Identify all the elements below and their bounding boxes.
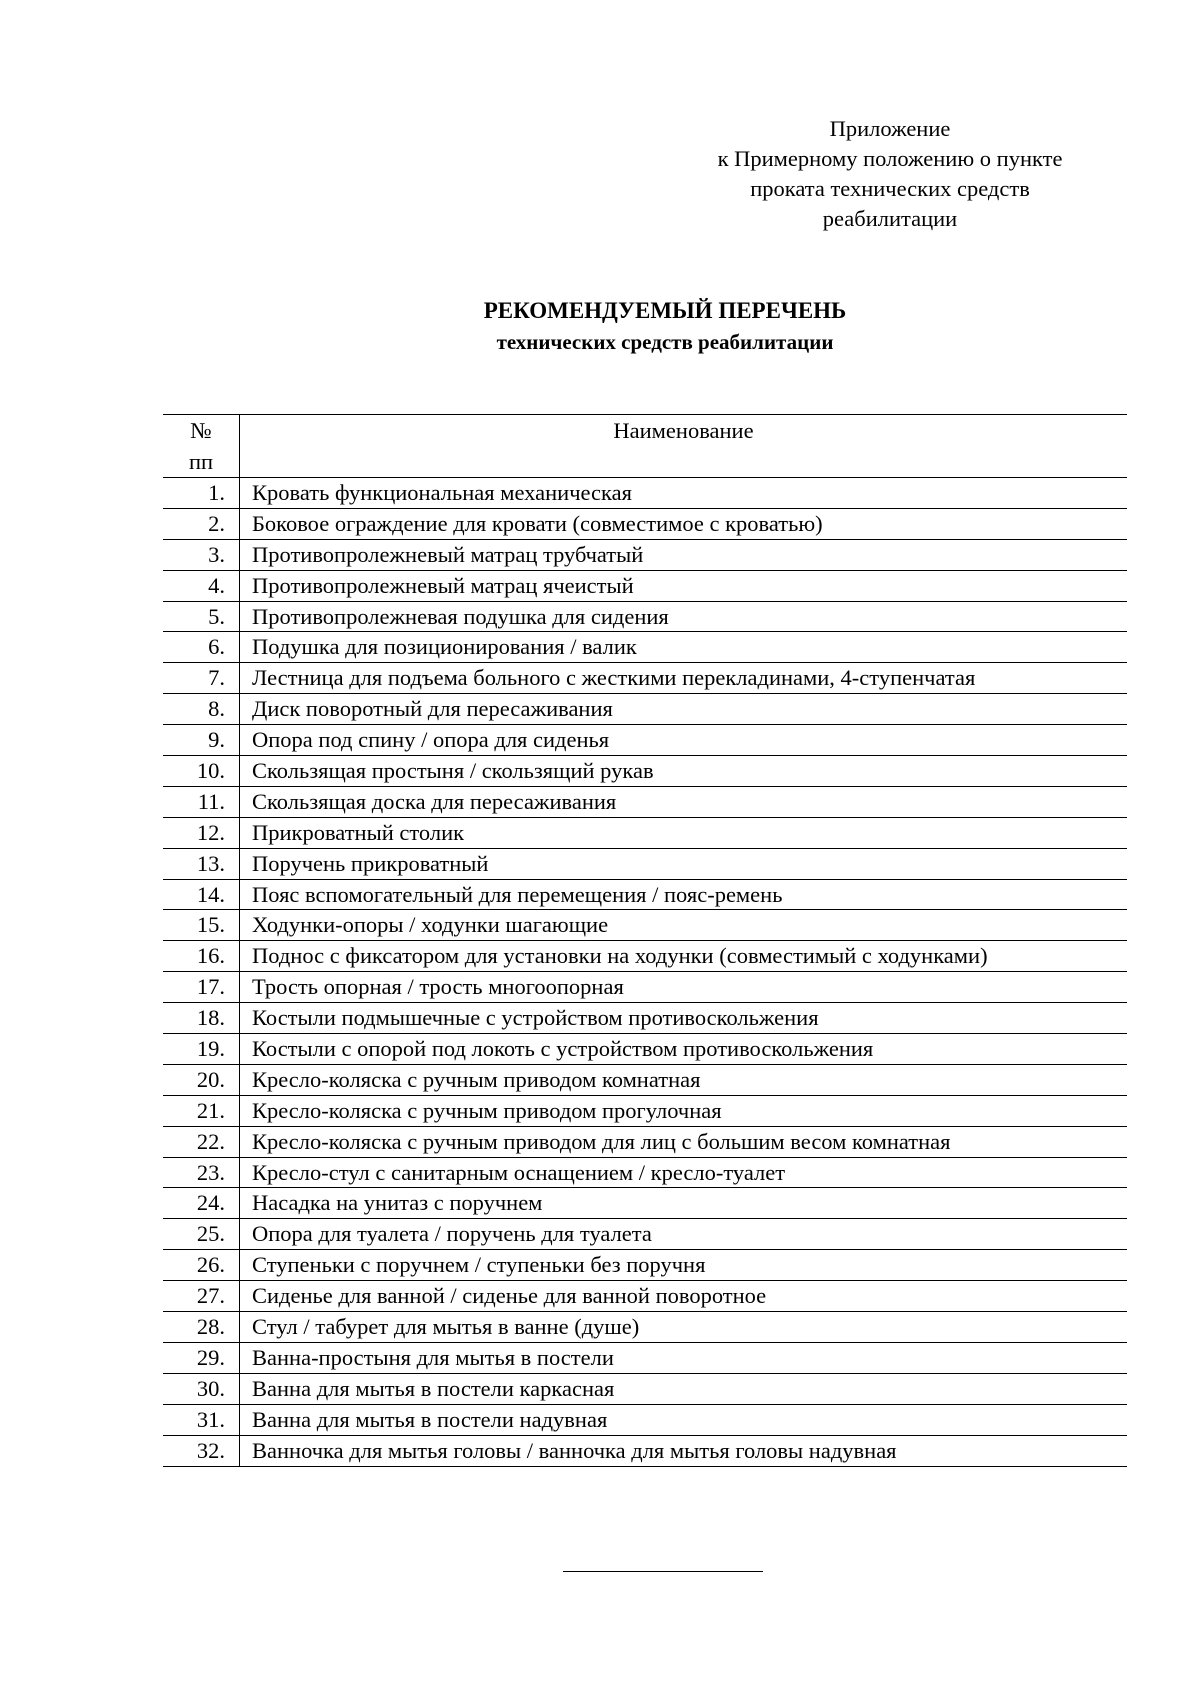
row-item-name: Ванна-простыня для мытья в постели [240, 1342, 1128, 1373]
row-number: 26. [163, 1250, 240, 1281]
row-number: 15. [163, 910, 240, 941]
row-item-name: Насадка на унитаз с поручнем [240, 1188, 1128, 1219]
row-number: 17. [163, 972, 240, 1003]
row-number: 16. [163, 941, 240, 972]
table-row [163, 508, 1127, 539]
appendix-note [660, 114, 1120, 234]
table-row [163, 910, 1127, 941]
row-item-name: Противопролежневая подушка для сидения [240, 601, 1128, 632]
column-header-number-line2: пп [188, 449, 214, 474]
table-row [163, 1126, 1127, 1157]
table-row [163, 539, 1127, 570]
row-number: 23. [163, 1157, 240, 1188]
table-row [163, 694, 1127, 725]
row-item-name: Опора для туалета / поручень для туалета [240, 1219, 1128, 1250]
table-row [163, 1188, 1127, 1219]
row-item-name: Прикроватный столик [240, 817, 1128, 848]
row-number: 3. [163, 539, 240, 570]
row-number: 6. [163, 632, 240, 663]
table-row [163, 663, 1127, 694]
table-row [163, 1095, 1127, 1126]
table-row [163, 817, 1127, 848]
document-subtitle: технических средств реабилитации [496, 330, 834, 354]
row-number: 20. [163, 1064, 240, 1095]
row-item-name: Скользящая доска для пересаживания [240, 786, 1128, 817]
row-item-name: Кресло-коляска с ручным приводом для лиц с большим весом комнатная [240, 1126, 1128, 1157]
row-number: 4. [163, 570, 240, 601]
row-number: 7. [163, 663, 240, 694]
table-header-row [163, 415, 1127, 478]
row-number: 29. [163, 1342, 240, 1373]
table-row [163, 848, 1127, 879]
document-title: РЕКОМЕНДУЕМЫЙ ПЕРЕЧЕНЬ [483, 298, 847, 323]
row-number: 25. [163, 1219, 240, 1250]
row-item-name: Стул / табурет для мытья в ванне (душе) [240, 1312, 1128, 1343]
row-item-name: Ванна для мытья в постели надувная [240, 1404, 1128, 1435]
row-number: 8. [163, 694, 240, 725]
row-number: 9. [163, 725, 240, 756]
row-item-name: Пояс вспомогательный для перемещения / пояс-ремень [240, 879, 1128, 910]
row-item-name: Поручень прикроватный [240, 848, 1128, 879]
row-number: 13. [163, 848, 240, 879]
table-row [163, 879, 1127, 910]
row-item-name: Трость опорная / трость многоопорная [240, 972, 1128, 1003]
table-row [163, 756, 1127, 787]
row-number: 24. [163, 1188, 240, 1219]
column-header-number [163, 415, 240, 478]
row-number: 2. [163, 508, 240, 539]
table-row [163, 632, 1127, 663]
table-row [163, 1064, 1127, 1095]
row-number: 1. [163, 478, 240, 509]
row-number: 31. [163, 1404, 240, 1435]
table-row [163, 972, 1127, 1003]
table-row [163, 1373, 1127, 1404]
table-row [163, 1404, 1127, 1435]
row-item-name: Кровать функциональная механическая [240, 478, 1128, 509]
row-number: 21. [163, 1095, 240, 1126]
table-row [163, 1435, 1127, 1466]
row-item-name: Ванна для мытья в постели каркасная [240, 1373, 1128, 1404]
column-header-name: Наименование [240, 415, 1128, 478]
row-item-name: Ступеньки с поручнем / ступеньки без поручня [240, 1250, 1128, 1281]
row-item-name: Опора под спину / опора для сиденья [240, 725, 1128, 756]
appendix-line: Приложение [829, 116, 951, 141]
appendix-line: реабилитации [822, 206, 958, 231]
column-header-number-line1: № [190, 418, 212, 443]
table-row [163, 1219, 1127, 1250]
row-item-name: Противопролежневый матрац трубчатый [240, 539, 1128, 570]
row-item-name: Поднос с фиксатором для установки на ходунки (совместимый с ходунками) [240, 941, 1128, 972]
table-row [163, 478, 1127, 509]
table-row [163, 725, 1127, 756]
row-item-name: Подушка для позиционирования / валик [240, 632, 1128, 663]
table-row [163, 1342, 1127, 1373]
table-row [163, 1157, 1127, 1188]
row-item-name: Лестница для подъема больного с жесткими перекладинами, 4-ступенчатая [240, 663, 1128, 694]
table-row [163, 601, 1127, 632]
table-body [163, 478, 1127, 1467]
table-row [163, 941, 1127, 972]
table-header [163, 415, 1127, 478]
row-item-name: Противопролежневый матрац ячеистый [240, 570, 1128, 601]
table-row [163, 1250, 1127, 1281]
row-number: 19. [163, 1034, 240, 1065]
row-item-name: Кресло-стул с санитарным оснащением / кресло-туалет [240, 1157, 1128, 1188]
row-item-name: Сиденье для ванной / сиденье для ванной поворотное [240, 1281, 1128, 1312]
row-number: 22. [163, 1126, 240, 1157]
row-item-name: Костыли подмышечные с устройством противоскольжения [240, 1003, 1128, 1034]
row-item-name: Диск поворотный для пересаживания [240, 694, 1128, 725]
row-item-name: Костыли с опорой под локоть с устройством противоскольжения [240, 1034, 1128, 1065]
rehabilitation-items-table [163, 414, 1127, 1467]
row-number: 10. [163, 756, 240, 787]
table-row [163, 1003, 1127, 1034]
row-item-name: Ванночка для мытья головы / ванночка для мытья головы надувная [240, 1435, 1128, 1466]
row-number: 14. [163, 879, 240, 910]
row-item-name: Кресло-коляска с ручным приводом комнатная [240, 1064, 1128, 1095]
row-number: 5. [163, 601, 240, 632]
table-row [163, 570, 1127, 601]
row-number: 12. [163, 817, 240, 848]
table-row [163, 1312, 1127, 1343]
row-item-name: Боковое ограждение для кровати (совместимое с кроватью) [240, 508, 1128, 539]
row-number: 28. [163, 1312, 240, 1343]
table-row [163, 1281, 1127, 1312]
row-item-name: Кресло-коляска с ручным приводом прогулочная [240, 1095, 1128, 1126]
row-number: 32. [163, 1435, 240, 1466]
row-number: 18. [163, 1003, 240, 1034]
row-number: 27. [163, 1281, 240, 1312]
appendix-line: к Примерному положению о пункте [717, 146, 1063, 171]
table-row [163, 786, 1127, 817]
row-number: 11. [163, 786, 240, 817]
row-item-name: Ходунки-опоры / ходунки шагающие [240, 910, 1128, 941]
row-number: 30. [163, 1373, 240, 1404]
row-item-name: Скользящая простыня / скользящий рукав [240, 756, 1128, 787]
footer-divider [563, 1571, 763, 1572]
table-row [163, 1034, 1127, 1065]
appendix-line: проката технических средств [750, 176, 1030, 201]
